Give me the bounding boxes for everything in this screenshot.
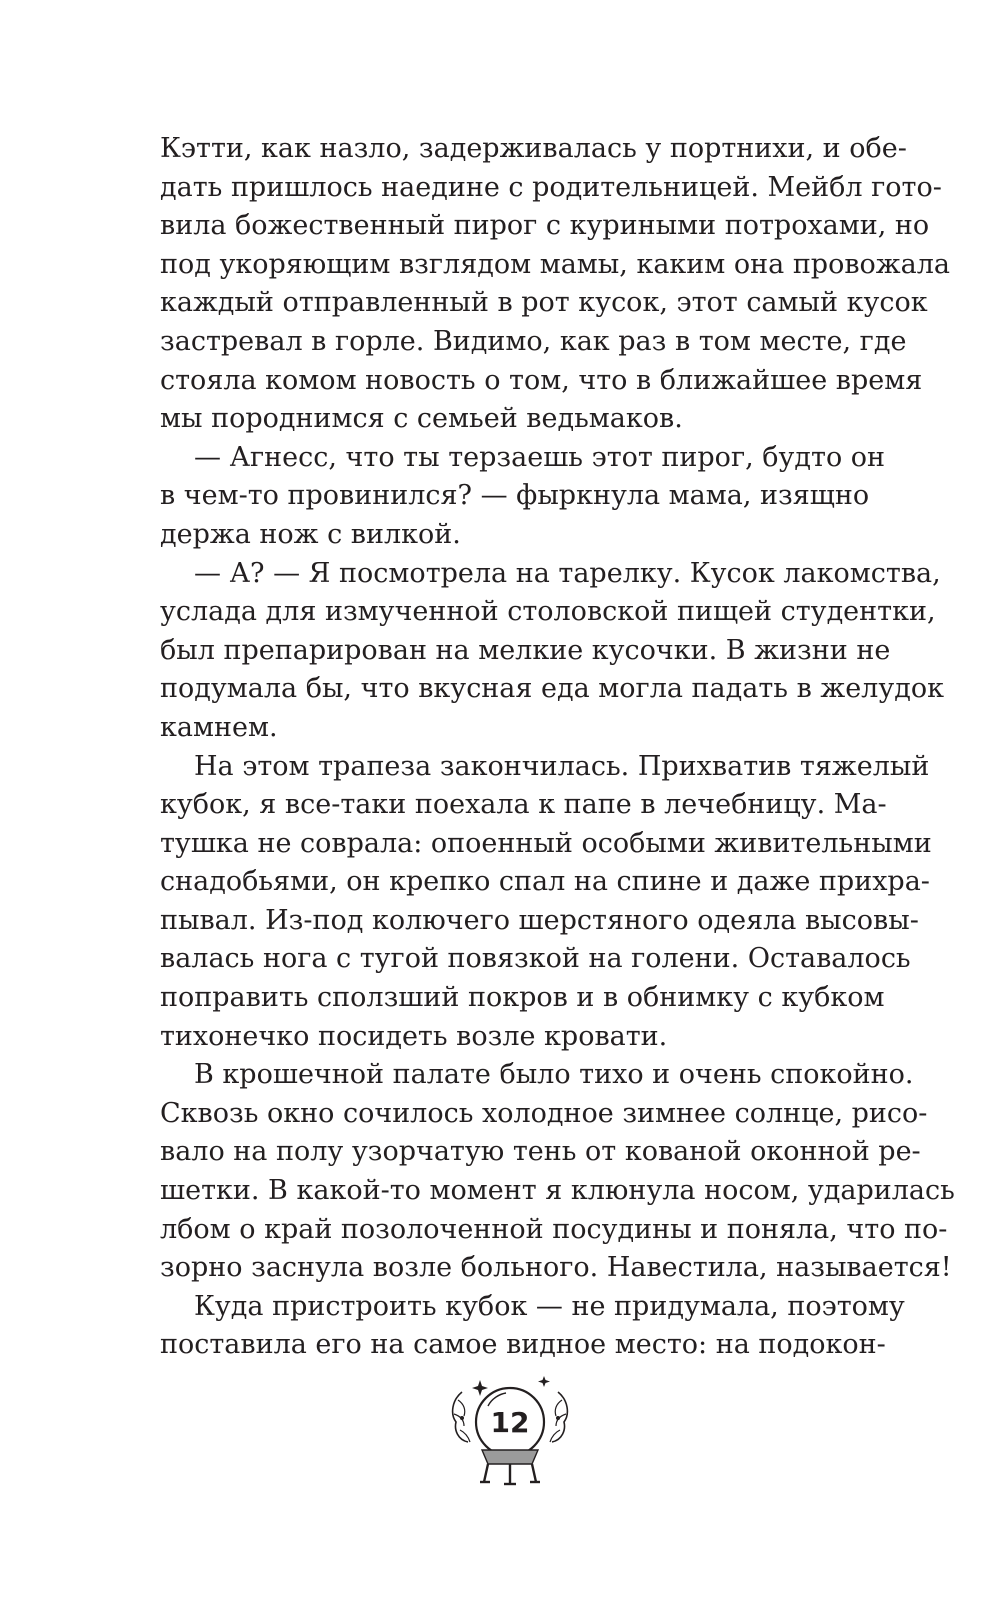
- body-text: [160, 130, 955, 1365]
- text-line: поправить сползший покров и в обнимку с кубком: [160, 982, 885, 1014]
- text-line: был препарирован на мелкие кусочки. В жизни не: [160, 634, 891, 666]
- text-line: Куда пристроить кубок — не придумала, поэтому: [194, 1290, 905, 1322]
- text-line: мы породнимся с семьей ведьмаков.: [160, 403, 683, 435]
- text-line: стояла комом новость о том, что в ближайшее время: [160, 364, 923, 396]
- text-line: В крошечной палате было тихо и очень спокойно.: [194, 1059, 914, 1091]
- page-number: 12: [490, 1406, 530, 1439]
- text-line: тихонечко посидеть возле кровати.: [160, 1020, 668, 1052]
- text-line: — А? — Я посмотрела на тарелку. Кусок лакомства,: [194, 557, 941, 589]
- text-line: застревал в горле. Видимо, как раз в том месте, где: [160, 325, 907, 357]
- text-line: услада для измученной столовской пищей студентки,: [160, 596, 936, 628]
- text-line: кубок, я все-таки поехала к папе в лечебницу. Ма-: [160, 789, 887, 821]
- text-line: — Агнесс, что ты терзаешь этот пирог, будто он: [194, 441, 886, 473]
- text-line: валась нога с тугой повязкой на голени. Оставалось: [160, 943, 911, 975]
- text-line: снадобьями, он крепко спал на спине и даже прихра-: [160, 866, 930, 898]
- text-line: вила божественный пирог с куриными потрохами, но: [160, 210, 930, 242]
- text-line: в чем-то провинился? — фыркнула мама, изящно: [160, 480, 870, 512]
- text-line: лбом о край позолоченной посудины и поняла, что по-: [160, 1213, 948, 1245]
- text-line: дать пришлось наедине с родительницей. Мейбл гото-: [160, 171, 942, 203]
- text-line: подумала бы, что вкусная еда могла падать в желудок: [160, 673, 944, 705]
- text-line: На этом трапеза закончилась. Прихватив тяжелый: [194, 750, 930, 782]
- text-line: тушка не соврала: опоенный особыми живительными: [160, 827, 932, 859]
- text-line: поставила его на самое видное место: на подокон-: [160, 1329, 886, 1361]
- text-line: под укоряющим взглядом мамы, каким она провожала: [160, 248, 950, 280]
- page-number-ornament: [440, 1370, 580, 1490]
- text-line: каждый отправленный в рот кусок, этот самый кусок: [160, 287, 928, 319]
- text-line: камнем.: [160, 711, 278, 743]
- text-line: Кэтти, как назло, задерживалась у портнихи, и обе-: [160, 133, 907, 164]
- text-line: Сквозь окно сочилось холодное зимнее солнце, рисо-: [160, 1097, 928, 1129]
- text-line: шетки. В какой-то момент я клюнула носом, ударилась: [160, 1175, 955, 1207]
- text-line: держа нож с вилкой.: [160, 518, 461, 550]
- text-line: пывал. Из-под колючего шерстяного одеяла высовы-: [160, 904, 919, 936]
- text-line: вало на полу узорчатую тень от кованой оконной ре-: [160, 1136, 921, 1168]
- text-line: зорно заснула возле больного. Навестила, называется!: [160, 1252, 952, 1284]
